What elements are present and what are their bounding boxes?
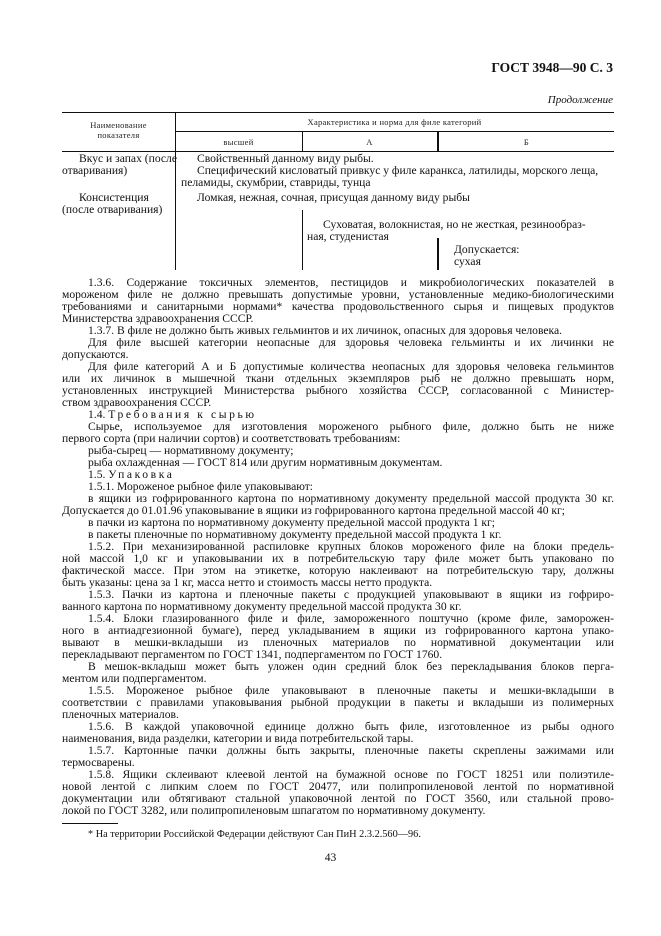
text-line: 1.5.6. В каждой упаковочной единице должно быть филе, изготовленное из рыбы одного [88,720,614,733]
paragraph [62,493,614,517]
footnote: * На территории Российской Федерации действуют Сан ПиН 2.3.2.560—96. [88,829,421,840]
col-header-name [62,120,175,140]
cell-line: ная, студенистая [307,230,389,243]
text-line: локой по ГОСТ 3282, или полипропиленовым шпагатом по нормативному документу. [62,804,486,817]
paragraph [62,769,614,817]
text-line: фактической массе. При этом на этикетке, которую наклеивают на потребительскую тару, должны [62,564,614,577]
footnote-rule [62,823,118,824]
col-header-b: Б [523,137,530,147]
text-line: соответствии с правилами упаковывания рыбной продукции в пакеты и вкладыши из полимерных [62,696,614,709]
row-text-taste [181,153,598,189]
section-number: 1.5. [88,468,106,481]
text-line: пленочных материалов. [62,708,179,721]
section-number: 1.4. [88,408,106,421]
text-line: 1.5.1. Мороженое рыбное филе упаковывают: [88,480,314,493]
text-line: 1.5.4. Блоки глазированного филе и филе, замороженного поштучно (кроме филе, заморожен- [88,612,614,625]
text-line: или их личинок в мышечной ткани отдельных экземпляров рыб не должно превышать норм, [62,372,614,385]
paragraph [62,745,614,769]
text-line: ванного картона по нормативному документу предельной массой продукта 30 кг. [62,600,462,613]
paragraph [62,337,614,361]
text-line: Сырье, используемое для изготовления мороженого рыбного филе, должно быть не ниже [88,420,614,433]
section-title: Требования к сырью [108,408,257,421]
text-line: мороженом филе не должно превышать допустимые уровни, установленные медико-биологическими [62,288,614,301]
text-line: 1.5.3. Пачки из картона и пленочные пакеты с продукцией упаковывают в ящики из гофриро- [88,588,614,601]
row-name-taste [62,153,177,177]
paragraph [62,361,614,409]
cell-line: Специфический кисловатый привкус у филе каранкса, латилиды, морского леща, [197,164,599,177]
text-line: Для филе высшей категории неопасные для здоровья человека гельминты и их личинки не [88,336,614,349]
row-name-consistency [62,192,162,216]
table-col-divider [175,112,176,270]
text-line: быть указаны: цена за 1 кг, масса нетто и стоимость массы нетто продукта. [62,576,433,589]
body-text [62,277,614,817]
cell-line: пеламиды, скумбрии, ставриды, тунца [181,176,371,189]
page-number: 43 [324,852,337,864]
text-line: 1.3.6. Содержание токсичных элементов, пестицидов и микробиологических показателей в [88,276,614,289]
table-header-divider [175,131,614,132]
cell-line: (после отваривания) [62,203,163,216]
text-line: В мешок-вкладыш может быть уложен один средний блок без перекладывания блоков перга- [88,660,614,673]
paragraph [62,661,614,685]
text-line: Для филе категорий А и Б допустимые количества неопасных для здоровья человека гельминтов [88,360,614,373]
cell-line: Консистенция [79,191,149,204]
cell-line: Допускается: [454,243,520,256]
table-col-divider [302,210,303,270]
col-header-line: показателя [97,130,140,140]
paragraph [62,589,614,613]
row-text-consistency-ab [307,219,586,243]
text-line: допускаются. [62,348,129,361]
text-line: Допускается до 01.01.96 упаковывание в ящики из гофрированного картона предельной массой 40 кг; [62,504,566,517]
text-line: ной массой 1,0 кг и упаковывании их в потребительскую тару филе может быть упаковано по [62,552,614,565]
row-text-consistency: Ломкая, нежная, сочная, присущая данному виду рыбы [197,191,470,204]
cell-line: отваривания) [62,164,128,177]
col-header-a: А [366,137,373,147]
table-top-rule [62,112,614,113]
text-line: 1.5.5. Мороженое рыбное филе упаковывают в пленочные пакеты и мешки-вкладыши в [88,684,614,697]
text-line: перекладывают пергаментом по ГОСТ 1341, подпергаментом по ГОСТ 1760. [62,648,443,661]
text-line: 1.5.2. При механизированной распиловке крупных блоков мороженого филе на блоки предель- [88,540,614,553]
text-line: новой лентой с липким слоем по ГОСТ 20477, или полипропиленовой лентой по нормативной [62,780,614,793]
text-line: документации или обтягивают стальной упаковочной лентой по ГОСТ 3560, или стальной прово- [62,792,614,805]
text-line: вывают в мешки-вкладыши из пленочных материалов по нормативной документации или [62,636,614,649]
text-line: в ящики из гофрированного картона по нормативному документу предельной массой продукта 30 кг. [88,492,614,505]
text-line: 1.5.7. Картонные пачки должны быть закрыты, пленочные пакеты скреплены зажимами или [88,744,614,757]
text-line: 1.5.8. Ящики склеивают клеевой лентой на бумажной основе по ГОСТ 18251 или полиэтиле- [88,768,614,781]
cell-line: Суховатая, волокнистая, но не жесткая, резинообраз- [323,218,586,231]
text-line: термосварены. [62,756,135,769]
text-line: Министерства здравоохранения СССР. [62,312,254,325]
paragraph [62,277,614,325]
text-line: установленных инструкцией Министерства рыбного хозяйства СССР, согласованной с Министер- [62,384,614,397]
section-title: Упаковка [108,468,175,481]
text-line: ментом или подпергаментом. [62,672,207,685]
table-continuation-label: Продолжение [547,94,613,106]
paragraph [62,421,614,445]
paragraph [62,721,614,745]
cell-line: Вкус и запах (после [79,152,177,165]
text-line: требованиями и санитарными нормами* качества продовольственного сырья и пищевых продуктов [62,300,614,313]
document-header: ГОСТ 3948—90 С. 3 [491,60,613,75]
paragraph [62,685,614,721]
col-header-group: Характеристика и норма для филе категорий [307,117,482,127]
text-line: наименования, вида разделки, категории и вида потребительской тары. [62,732,414,745]
text-line: рыба охлажденная — ГОСТ 814 или другим нормативным документам. [88,456,443,469]
text-line: ного в антиадгезионной бумаге), перед укладыванием в ящики из гофрированного картона упако- [62,624,614,637]
cell-line: сухая [454,255,481,268]
text-line: первого сорта (при наличии сортов) и соответствовать требованиям: [62,432,401,445]
text-line: ством здравоохранения СССР. [62,396,212,409]
paragraph [62,613,614,661]
text-line: в пакеты пленочные по нормативному документу предельной массой продукта 1 кг. [88,528,502,541]
text-line: 1.3.7. В филе не должно быть живых гельминтов и их личинок, опасных для здоровья человека. [88,324,563,337]
cell-line: Свойственный данному виду рыбы. [197,152,374,165]
text-line: в пачки из картона по нормативному документу предельной массой продукта 1 кг; [88,516,496,529]
text-line: рыба-сырец — нормативному документу; [88,444,294,457]
col-header-line: Наименование [90,120,147,130]
row-text-consistency-b [454,244,520,268]
paragraph [62,541,614,589]
quality-table [62,112,614,270]
col-header-highest: высшей [223,137,254,147]
